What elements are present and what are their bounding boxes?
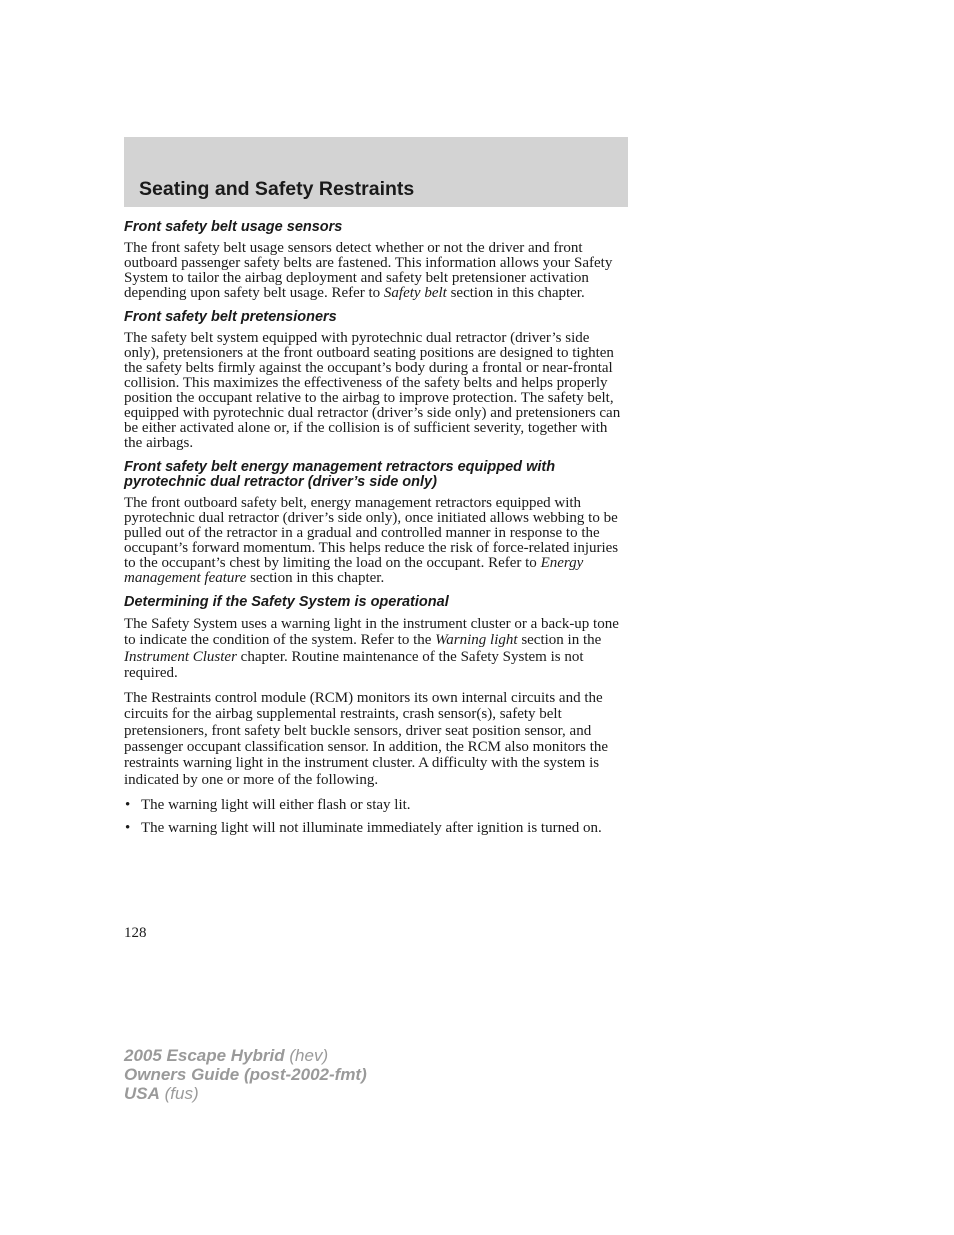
- page-number: 128: [124, 925, 147, 941]
- section-heading-energy-management: Front safety belt energy management retractors equipped with pyrotechnic dual retractor (driver’s side only): [124, 459, 556, 490]
- list-item: [124, 820, 628, 836]
- cross-reference: Instrument Cluster: [124, 648, 237, 665]
- bullet-list: [124, 797, 628, 837]
- footer-model: 2005 Escape Hybrid: [124, 1046, 285, 1065]
- text-run: The Safety System uses a warning light in the instrument cluster or a back-up tone to indicate the condition of the system. Refer to the: [124, 616, 619, 649]
- footer-line-3: [124, 1084, 367, 1103]
- footer-model-code: (hev): [284, 1046, 329, 1065]
- text-run: section in this chapter.: [446, 285, 585, 301]
- paragraph-pretensioners: The safety belt system equipped with pyrotechnic dual retractor (driver’s side only), pretensioners at the front outboard seating positions are designed to tighten the safety belts firmly against the occupant’s body during a frontal or near-frontal collision. This maximizes the effectiveness of the safety belts and helps properly position the occupant relative to the airbag to improve protection. The safety belt, equipped with pyrotechnic dual retractor (driver’s side only) and pretensioners can be either activated alone or, if the collision is of sufficient severity, together with the airbags.: [124, 330, 621, 451]
- paragraph-operational-2: The Restraints control module (RCM) monitors its own internal circuits and the circuits for the airbag supplemental restraints, crash sensor(s), safety belt pretensioners, front safety belt buckle sensors, driver seat position sensor, and passenger occupant classification sensor. In addition, the RCM also monitors the restraints warning light in the instrument cluster. A difficulty with the system is indicated by one or more of the following.: [124, 690, 609, 788]
- cross-reference: Warning light: [435, 632, 518, 649]
- text-run: The front outboard safety belt, energy management retractors equipped with pyrotechnic dual retractor (driver’s side only), once initiated allows webbing to be pulled out of the retractor in a gradual and controlled manner in response to the occupant’s forward momentum. This helps reduce the risk of force-related injuries to the occupant’s chest by limiting the load on the occupant. Refer to: [124, 495, 619, 571]
- footer-market: USA: [124, 1084, 160, 1103]
- cross-reference: Safety belt: [383, 285, 447, 301]
- paragraph-usage-sensors: [124, 241, 628, 301]
- list-item-text: The warning light will either flash or stay lit.: [141, 796, 411, 813]
- bullet-icon: •: [125, 820, 131, 837]
- footer-guide: Owners Guide (post-2002-fmt): [124, 1065, 367, 1084]
- footer-market-code: (fus): [159, 1084, 199, 1103]
- footer-line-1: [124, 1046, 367, 1065]
- bullet-icon: •: [125, 796, 131, 813]
- section-heading-pretensioners: Front safety belt pretensioners: [124, 309, 337, 325]
- cross-reference: Energy management feature: [124, 555, 584, 586]
- text-run: section in the: [517, 632, 602, 649]
- list-item-text: The warning light will not illuminate immediately after ignition is turned on.: [141, 820, 602, 837]
- text-run: The front safety belt usage sensors detect whether or not the driver and front outboard passenger safety belts are fastened. This information allows your Safety System to tailor the airbag deployment and safety belt pretensioner activation depending upon safety belt usage. Refer to: [124, 240, 613, 301]
- section-heading-operational: Determining if the Safety System is operational: [124, 594, 449, 610]
- list-item: [124, 797, 628, 813]
- document-footer: [124, 1046, 367, 1103]
- chapter-header-band: [124, 137, 628, 207]
- paragraph-operational-1: [124, 616, 628, 681]
- paragraph-energy-management: [124, 496, 628, 586]
- section-heading-usage-sensors: Front safety belt usage sensors: [124, 219, 343, 235]
- footer-line-2: [124, 1065, 367, 1084]
- text-run: section in this chapter.: [246, 570, 385, 586]
- chapter-title: Seating and Safety Restraints: [139, 178, 415, 200]
- page-content: [124, 220, 628, 844]
- text-run: chapter. Routine maintenance of the Safety System is not required.: [124, 648, 584, 681]
